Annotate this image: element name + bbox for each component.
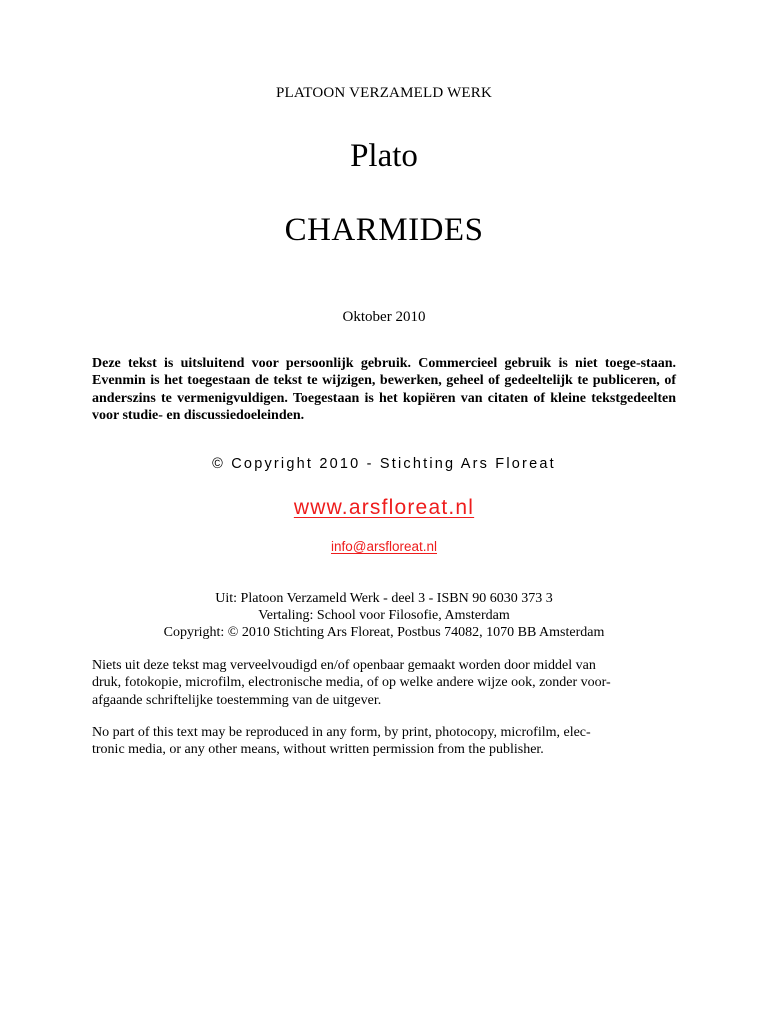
copyright-line: © Copyright 2010 - Stichting Ars Floreat	[212, 456, 556, 472]
rights-notice-dutch	[92, 657, 676, 709]
rights-en-line: No part of this text may be reproduced in any form, by print, photocopy, microfilm, elec-	[92, 725, 591, 740]
author-name: Plato	[350, 138, 418, 174]
source-line-edition: Uit: Platoon Verzameld Werk - deel 3 - ISBN 90 6030 373 3	[215, 591, 553, 606]
rights-nl-line: Niets uit deze tekst mag verveelvoudigd en/of openbaar gemaakt worden door middel van	[92, 658, 596, 673]
email-link[interactable]: info@arsfloreat.nl	[330, 539, 437, 554]
rights-nl-line: afgaande schriftelijke toestemming van de uitgever.	[92, 692, 382, 708]
rights-en-line: tronic media, or any other means, without written permission from the publisher.	[92, 742, 544, 758]
rights-notice-english	[92, 724, 676, 759]
work-title: CHARMIDES	[284, 212, 484, 248]
publication-date: Oktober 2010	[342, 309, 426, 325]
source-line-translation: Vertaling: School voor Filosofie, Amsterdam	[258, 608, 510, 623]
source-line-copyright: Copyright: © 2010 Stichting Ars Floreat, Postbus 74082, 1070 BB Amsterdam	[163, 625, 605, 640]
series-title: PLATOON VERZAMELD WERK	[275, 85, 493, 101]
rights-nl-line: druk, fotokopie, microfilm, electronische media, of op welke andere wijze ook, zonder voor-	[92, 675, 611, 691]
source-info	[0, 590, 768, 641]
website-link[interactable]: www.arsfloreat.nl	[293, 496, 475, 519]
usage-notice: Deze tekst is uitsluitend voor persoonlijk gebruik. Commercieel gebruik is niet toege-staan. Evenmin is het toegestaan de tekst te wijzigen, bewerken, geheel of gedeeltelijk te publiceren, of anderszins te vermenigvuldigen. Toegestaan is het kopiëren van citaten of kleine tekstgedeelten voor studie- en discussiedoeleinden.	[92, 356, 676, 423]
